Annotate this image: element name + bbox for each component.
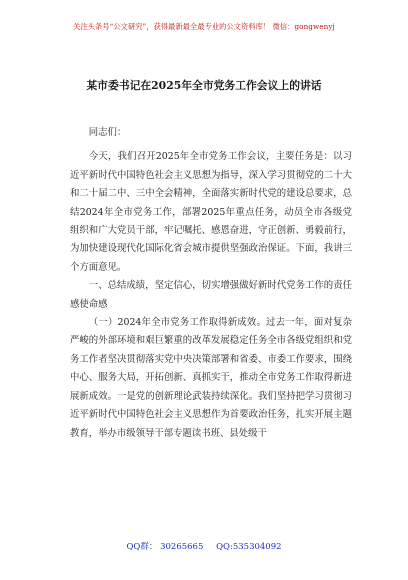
footer-qq-group: QQ群： 30265665 (126, 542, 204, 552)
document-title: 某市委书记在2025年全市党务工作会议上的讲话 (86, 79, 322, 92)
body-paragraph: 今天，我们召开2025年全市党务工作会议，主要任务是：以习近平新时代中国特色社会主义思想为指导，深入学习贯彻党的二十大和二十届二中、三中全会精神，全面落实新时代党的建设总要求，总结2024年全市党务工作，部署2025年重点任务，动员全市各级党组织和广大党员干部，牢记嘱托、感恩奋进，守正创新、勇毅前行，为加快建设现代化国际化省会城市提供坚强政治保证。下面，我讲三个方面意见。 (70, 151, 352, 273)
greeting: 同志们： (88, 127, 127, 138)
body-paragraph: （一）2024年全市党务工作取得新成效。过去一年，面对复杂严峻的外部环境和艰巨繁重的改革发展稳定任务全市各级党组织和党务工作者坚决贯彻落实党中央决策部署和省委、市委工作要求，围绕中心、服务大局，开拓创新、真抓实干，推动全市党务工作取得新进展新成效。一是党的创新理论武装持续深化。我们坚持把学习贯彻习近平新时代中国特色社会主义思想作为首要政治任务，扎实开展主题教育，举办市级领导干部专题读书班、县处级干 (70, 317, 352, 439)
footer-contact (0, 540, 408, 552)
section-heading: 一、总结成绩，坚定信心，切实增强做好新时代党务工作的责任感使命感 (70, 280, 352, 310)
document-body (70, 124, 352, 443)
footer-qq: QQ:535304092 (216, 542, 282, 552)
header-banner: 关注头条号“公文研究”，获得最新最全最专业的公文资料库！ 微信：gongwenyj (73, 22, 335, 31)
